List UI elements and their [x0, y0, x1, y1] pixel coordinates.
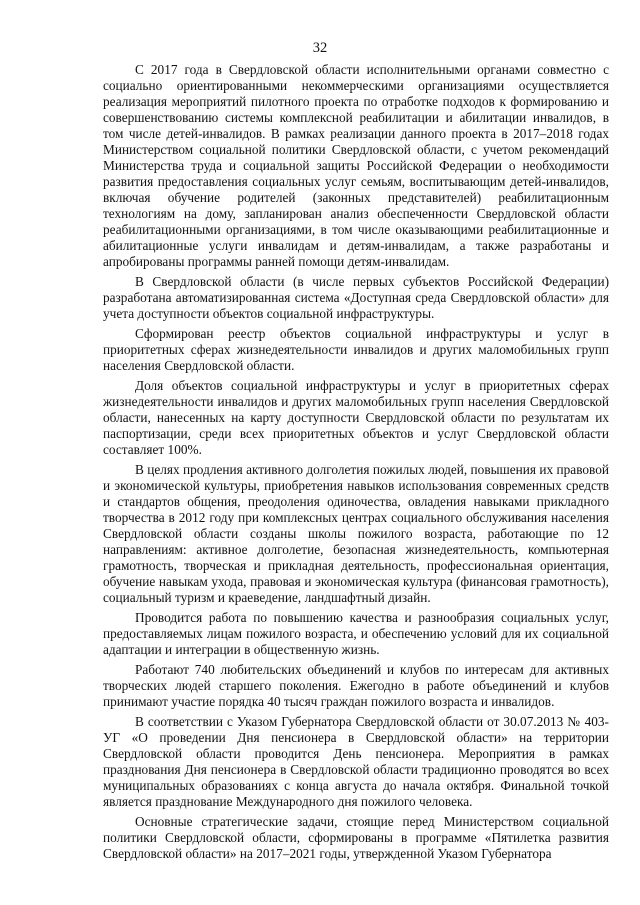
paragraph-infrastructure-registry: Сформирован реестр объектов социальной инфраструктуры и услуг в приоритетных сферах жизнедеятельности инвалидов и других маломобильных групп населения Свердловской области.: [103, 326, 609, 373]
paragraph-accessible-environment-system: В Свердловской области (в числе первых субъектов Российской Федерации) разработана автоматизированная система «Доступная среда Свердловской области» для учета доступности объектов социальной инфраструктуры.: [103, 274, 609, 321]
body-text: [103, 62, 609, 866]
paragraph-rehabilitation-pilot: С 2017 года в Свердловской области исполнительными органами совместно с социально ориентированными некоммерческими организациями осуществляется реализация мероприятий пилотного проекта по отработке подходов к формированию и совершенствованию системы комплексной реабилитации и абилитации инвалидов, в том числе детей-инвалидов. В рамках реализации данного проекта в 2017–2018 годах Министерством социальной политики Свердловской области, с учетом рекомендаций Министерства труда и социальной защиты Российской Федерации о необходимости развития предоставления социальных услуг семьям, воспитывающим детей-инвалидов, включая обучение родителей (законных представителей) реабилитационным технологиям на дому, запланирован анализ обеспеченности Свердловской области реабилитационными организациями, в том числе оказывающими реабилитационные и абилитационные услуги инвалидам и детям-инвалидам, а также разработаны и апробированы программы ранней помощи детям-инвалидам.: [103, 62, 609, 269]
paragraph-elderly-schools: В целях продления активного долголетия пожилых людей, повышения их правовой и экономической культуры, приобретения навыков использования современных средств и стандартов общения, преодоления одиночества, овладения навыками прикладного творчества в 2012 году при комплексных центрах социального обслуживания населения Свердловской области созданы школы пожилого возраста, работающие по 12 направлениям: активное долголетие, безопасная жизнедеятельность, компьютерная грамотность, творческая и прикладная деятельность, профессиональная ориентация, обучение навыкам ухода, правовая и экономическая культура (финансовая грамотность), социальный туризм и краеведение, ландшафтный дизайн.: [103, 462, 609, 605]
page-number: 32: [312, 40, 328, 56]
paragraph-pensioner-day: В соответствии с Указом Губернатора Свердловской области от 30.07.2013 № 403-УГ «О проведении Дня пенсионера в Свердловской области» на территории Свердловской области проводится День пенсионера. Мероприятия в рамках празднования Дня пенсионера в Свердловской области традиционно проводятся во всех муниципальных образованиях с конца августа до начала октября. Финальной точкой является празднование Международного дня пожилого человека.: [103, 714, 609, 809]
paragraph-social-services-quality: Проводится работа по повышению качества и разнообразия социальных услуг, предоставляемых лицам пожилого возраста, и обеспечению условий для их социальной адаптации и интеграции в общественную жизнь.: [103, 610, 609, 657]
paragraph-strategic-tasks: Основные стратегические задачи, стоящие перед Министерством социальной политики Свердловской области, сформированы в программе «Пятилетка развития Свердловской области» на 2017–2021 годы, утвержденной Указом Губернатора: [103, 814, 609, 861]
paragraph-hobby-clubs: Работают 740 любительских объединений и клубов по интересам для активных творческих людей старшего поколения. Ежегодно в работе объединений и клубов принимают участие порядка 40 тысяч граждан пожилого возраста и инвалидов.: [103, 662, 609, 709]
paragraph-accessibility-map-share: Доля объектов социальной инфраструктуры и услуг в приоритетных сферах жизнедеятельности инвалидов и других маломобильных групп населения Свердловской области, нанесенных на карту доступности Свердловской области по результатам их паспортизации, среди всех приоритетных объектов и услуг Свердловской области составляет 100%.: [103, 378, 609, 457]
